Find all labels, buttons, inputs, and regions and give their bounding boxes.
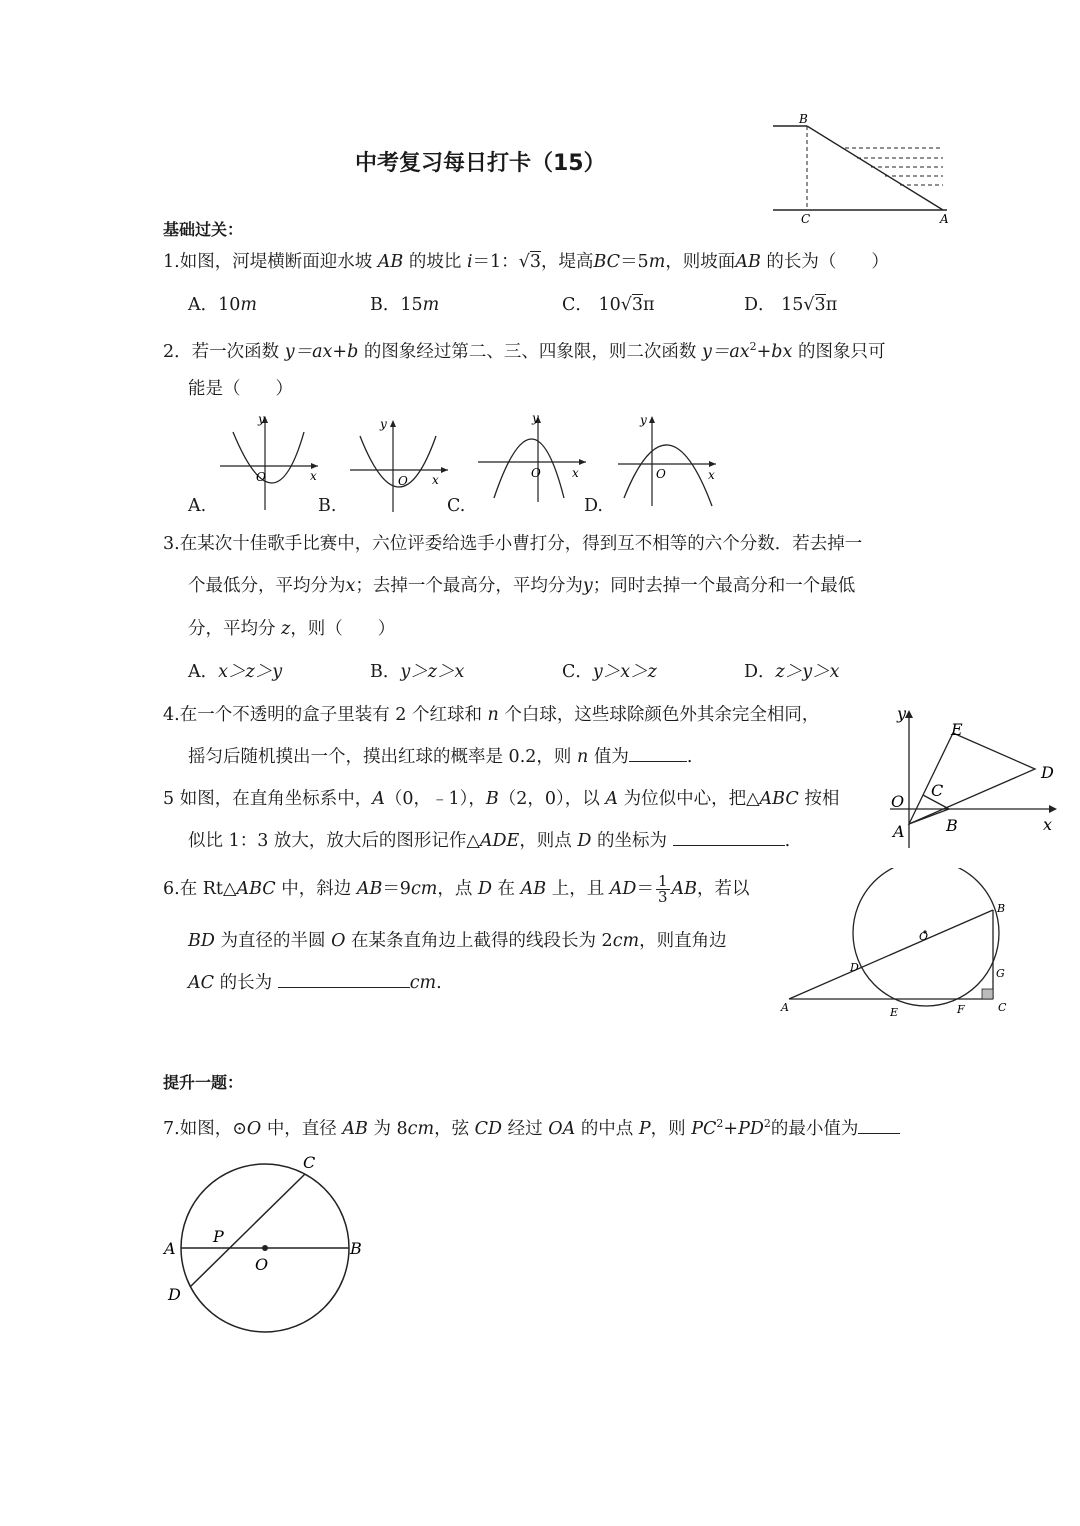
answer-blank-q5 bbox=[673, 829, 785, 846]
svg-text:O: O bbox=[919, 930, 929, 943]
svg-text:A: A bbox=[893, 822, 905, 841]
question-6-line1: 6.在 Rt△ABC 中，斜边 AB＝9cm，点 D 在 AB 上，且 AD＝ $\frac{1}{3}$ AB，若以 bbox=[163, 872, 750, 906]
answer-blank-q6 bbox=[278, 971, 410, 988]
graph-option-d bbox=[616, 410, 721, 510]
question-4-line2: 摇匀后随机摸出一个，摸出红球的概率是 0.2，则 n 值为 . bbox=[188, 747, 693, 767]
page-title: 中考复习每日打卡（15） bbox=[355, 151, 606, 176]
svg-text:A: A bbox=[164, 1239, 176, 1258]
svg-text:D: D bbox=[168, 1285, 181, 1304]
question-3-line2: 个最低分，平均分为x；去掉一个最高分，平均分为y；同时去掉一个最高分和一个最低 bbox=[188, 576, 856, 596]
fraction-one-third: $\frac{1}{3}$ bbox=[657, 872, 668, 906]
svg-text:D: D bbox=[850, 961, 859, 974]
question-1-option-d: D． 15√3π bbox=[744, 295, 838, 315]
svg-text:E: E bbox=[890, 1006, 899, 1019]
svg-text:y: y bbox=[380, 417, 387, 431]
svg-text:y: y bbox=[640, 413, 647, 427]
svg-text:C: C bbox=[303, 1153, 316, 1172]
question-1-option-c: C． 10√3π bbox=[562, 295, 655, 315]
svg-text:y: y bbox=[532, 411, 539, 425]
similar-triangles-coordinate-figure bbox=[885, 703, 1060, 853]
question-2-stem-line2: 能是（ ） bbox=[188, 379, 293, 399]
question-5-line1: 5 如图，在直角坐标系中，A（0，﹣1），B（2，0），以 A 为位似中心，把△ABC 按相 bbox=[163, 789, 840, 809]
svg-text:O: O bbox=[398, 474, 408, 488]
question-7-stem: 7.如图，⊙O 中，直径 AB 为 8cm，弦 CD 经过 OA 的中点 P，则 $PC^2+PD^2$的最小值为 bbox=[163, 1112, 900, 1141]
graph-option-c-label: C. bbox=[447, 496, 466, 516]
section-basic-heading: 基础过关： bbox=[163, 220, 244, 239]
svg-text:B: B bbox=[946, 816, 958, 835]
svg-text:O: O bbox=[255, 1255, 269, 1274]
svg-text:y: y bbox=[258, 412, 265, 426]
dam-label-b: B bbox=[799, 112, 808, 126]
graph-option-d-label: D. bbox=[584, 496, 603, 516]
svg-text:x: x bbox=[708, 468, 715, 482]
question-5-line2: 似比 1：3 放大，放大后的图形记作△ADE，则点 D 的坐标为 . bbox=[188, 831, 791, 851]
dam-label-a: A bbox=[940, 212, 949, 226]
svg-text:P: P bbox=[213, 1227, 224, 1246]
graph-option-b bbox=[348, 414, 453, 514]
svg-text:D: D bbox=[1041, 763, 1054, 782]
svg-text:C: C bbox=[931, 781, 944, 800]
svg-text:O: O bbox=[531, 466, 541, 480]
question-1-stem: 1.如图，河堤横断面迎水坡 AB 的坡比 i＝1：√3，堤高BC＝5m，则坡面AB 的长为（ ） bbox=[163, 252, 889, 272]
svg-text:O: O bbox=[891, 792, 905, 811]
svg-text:G: G bbox=[996, 967, 1005, 980]
graph-option-a bbox=[218, 410, 323, 515]
svg-text:O: O bbox=[256, 470, 266, 484]
semicircle-triangle-figure bbox=[775, 868, 1015, 1028]
question-6-line3: AC 的长为 cm. bbox=[188, 973, 442, 993]
svg-text:F: F bbox=[957, 1003, 965, 1016]
answer-blank-q7 bbox=[858, 1117, 900, 1134]
svg-text:C: C bbox=[998, 1001, 1007, 1014]
question-4-line1: 4.在一个不透明的盒子里装有 2 个红球和 n 个白球，这些球除颜色外其余完全相同， bbox=[163, 705, 820, 725]
dam-label-c: C bbox=[801, 212, 811, 226]
svg-text:x: x bbox=[572, 466, 579, 480]
graph-option-a-label: A. bbox=[188, 496, 207, 516]
question-1-option-a: A．10m bbox=[188, 295, 258, 315]
dam-cross-section-figure bbox=[765, 110, 965, 235]
section-advanced-heading: 提升一题： bbox=[163, 1073, 244, 1092]
svg-text:y: y bbox=[897, 704, 907, 723]
question-3-option-c: C．y＞x＞z bbox=[562, 662, 657, 682]
answer-blank-q4 bbox=[629, 745, 687, 762]
graph-option-b-label: B. bbox=[318, 496, 337, 516]
question-1-option-b: B．15m bbox=[370, 295, 440, 315]
svg-text:x: x bbox=[310, 469, 317, 483]
question-3-option-b: B．y＞z＞x bbox=[370, 662, 465, 682]
question-3-line3: 分，平均分 z，则（ ） bbox=[188, 619, 396, 639]
question-3-option-d: D．z＞y＞x bbox=[744, 662, 840, 682]
circle-chord-figure bbox=[160, 1150, 380, 1335]
question-6-line2: BD 为直径的半圆 O 在某条直角边上截得的线段长为 2cm，则直角边 bbox=[188, 931, 727, 951]
svg-text:x: x bbox=[432, 473, 439, 487]
graph-option-c bbox=[476, 410, 591, 505]
svg-text:A: A bbox=[781, 1001, 789, 1014]
question-3-line1: 3.在某次十佳歌手比赛中，六位评委给选手小曹打分，得到互不相等的六个分数．若去掉一 bbox=[163, 534, 863, 554]
svg-text:x: x bbox=[1043, 815, 1053, 834]
question-3-option-a: A．x＞z＞y bbox=[188, 662, 283, 682]
svg-text:O: O bbox=[656, 467, 666, 481]
question-2-stem: 2．若一次函数 y＝ax+b 的图象经过第二、三、四象限，则二次函数 $y=ax^2+bx$ 的图象只可 bbox=[163, 340, 886, 362]
svg-text:E: E bbox=[951, 720, 963, 739]
svg-text:B: B bbox=[350, 1239, 362, 1258]
svg-text:B: B bbox=[997, 902, 1006, 915]
sqrt-symbol: √ bbox=[518, 252, 530, 272]
